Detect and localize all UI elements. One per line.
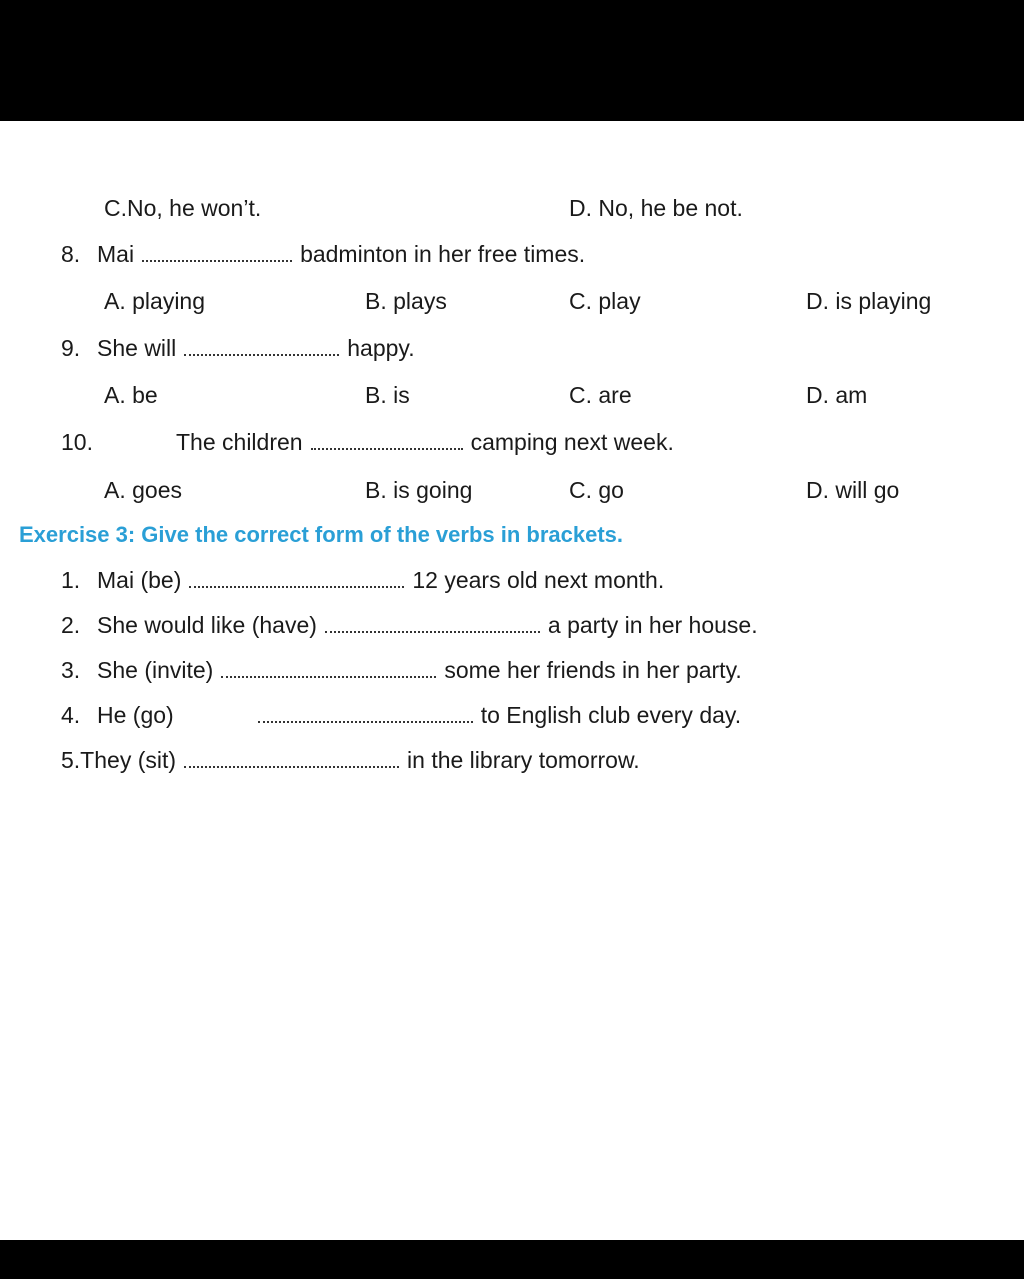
bottom-bar <box>0 1240 1024 1279</box>
exercise-3-item-3-before: She (invite) <box>97 657 214 683</box>
exercise-3-item-5 <box>61 749 640 772</box>
exercise-3-item-4-before: He (go) <box>97 702 174 728</box>
exercise-3-item-4 <box>97 704 741 727</box>
question-8-option-b: B. plays <box>365 288 447 314</box>
answer-blank <box>221 662 436 678</box>
question-10-text <box>176 431 674 454</box>
exercise-3-item-2-after: a party in her house. <box>547 612 758 638</box>
question-10-before: The children <box>176 429 303 455</box>
exercise-3-item-4-after: to English club every day. <box>480 702 742 728</box>
question-10-after: camping next week. <box>470 429 674 455</box>
exercise-3-item-1-before: Mai (be) <box>97 567 182 593</box>
prev-option-c: C.No, he won’t. <box>104 195 262 221</box>
question-10-option-b: B. is going <box>365 477 473 503</box>
answer-blank <box>311 434 463 450</box>
exercise-3-item-2-number: 2. <box>61 612 81 638</box>
answer-blank <box>184 340 339 356</box>
question-8-option-a: A. playing <box>104 288 206 314</box>
question-9-option-d: D. am <box>806 382 868 408</box>
exercise-3-item-2-before: She would like (have) <box>97 612 317 638</box>
exercise-3-item-3 <box>97 659 742 682</box>
exercise-3-title: Exercise 3: Give the correct form of the verbs in brackets. <box>19 522 624 547</box>
exercise-3-item-5-after: in the library tomorrow. <box>407 747 640 773</box>
prev-option-d: D. No, he be not. <box>569 195 743 221</box>
question-8-option-c: C. play <box>569 288 641 314</box>
question-8-before: Mai <box>97 241 135 267</box>
answer-blank <box>184 752 399 768</box>
question-10-option-c: C. go <box>569 477 624 503</box>
question-9-option-c: C. are <box>569 382 632 408</box>
exercise-3-item-5-before: 5.They (sit) <box>61 747 177 773</box>
question-8-option-d: D. is playing <box>806 288 932 314</box>
exercise-3-item-1-number: 1. <box>61 567 81 593</box>
exercise-3-item-3-number: 3. <box>61 657 81 683</box>
question-10-option-d: D. will go <box>806 477 900 503</box>
exercise-3-item-1 <box>97 569 664 592</box>
answer-blank <box>325 617 540 633</box>
exercise-3-item-1-after: 12 years old next month. <box>412 567 665 593</box>
exercise-3-item-3-after: some her friends in her party. <box>444 657 742 683</box>
question-10-number: 10. <box>61 429 93 455</box>
question-8-number: 8. <box>61 241 81 267</box>
exercise-3-item-2 <box>97 614 758 637</box>
question-8-after: badminton in her free times. <box>300 241 586 267</box>
question-9-number: 9. <box>61 335 81 361</box>
question-9-after: happy. <box>347 335 415 361</box>
question-9-before: She will <box>97 335 177 361</box>
question-9-text <box>97 337 415 360</box>
question-9-option-a: A. be <box>104 382 158 408</box>
exercise-3-item-4-number: 4. <box>61 702 81 728</box>
question-8-text <box>97 243 585 266</box>
answer-blank <box>142 246 292 262</box>
question-9-option-b: B. is <box>365 382 410 408</box>
answer-blank <box>258 707 473 723</box>
answer-blank <box>189 572 404 588</box>
question-10-option-a: A. goes <box>104 477 182 503</box>
